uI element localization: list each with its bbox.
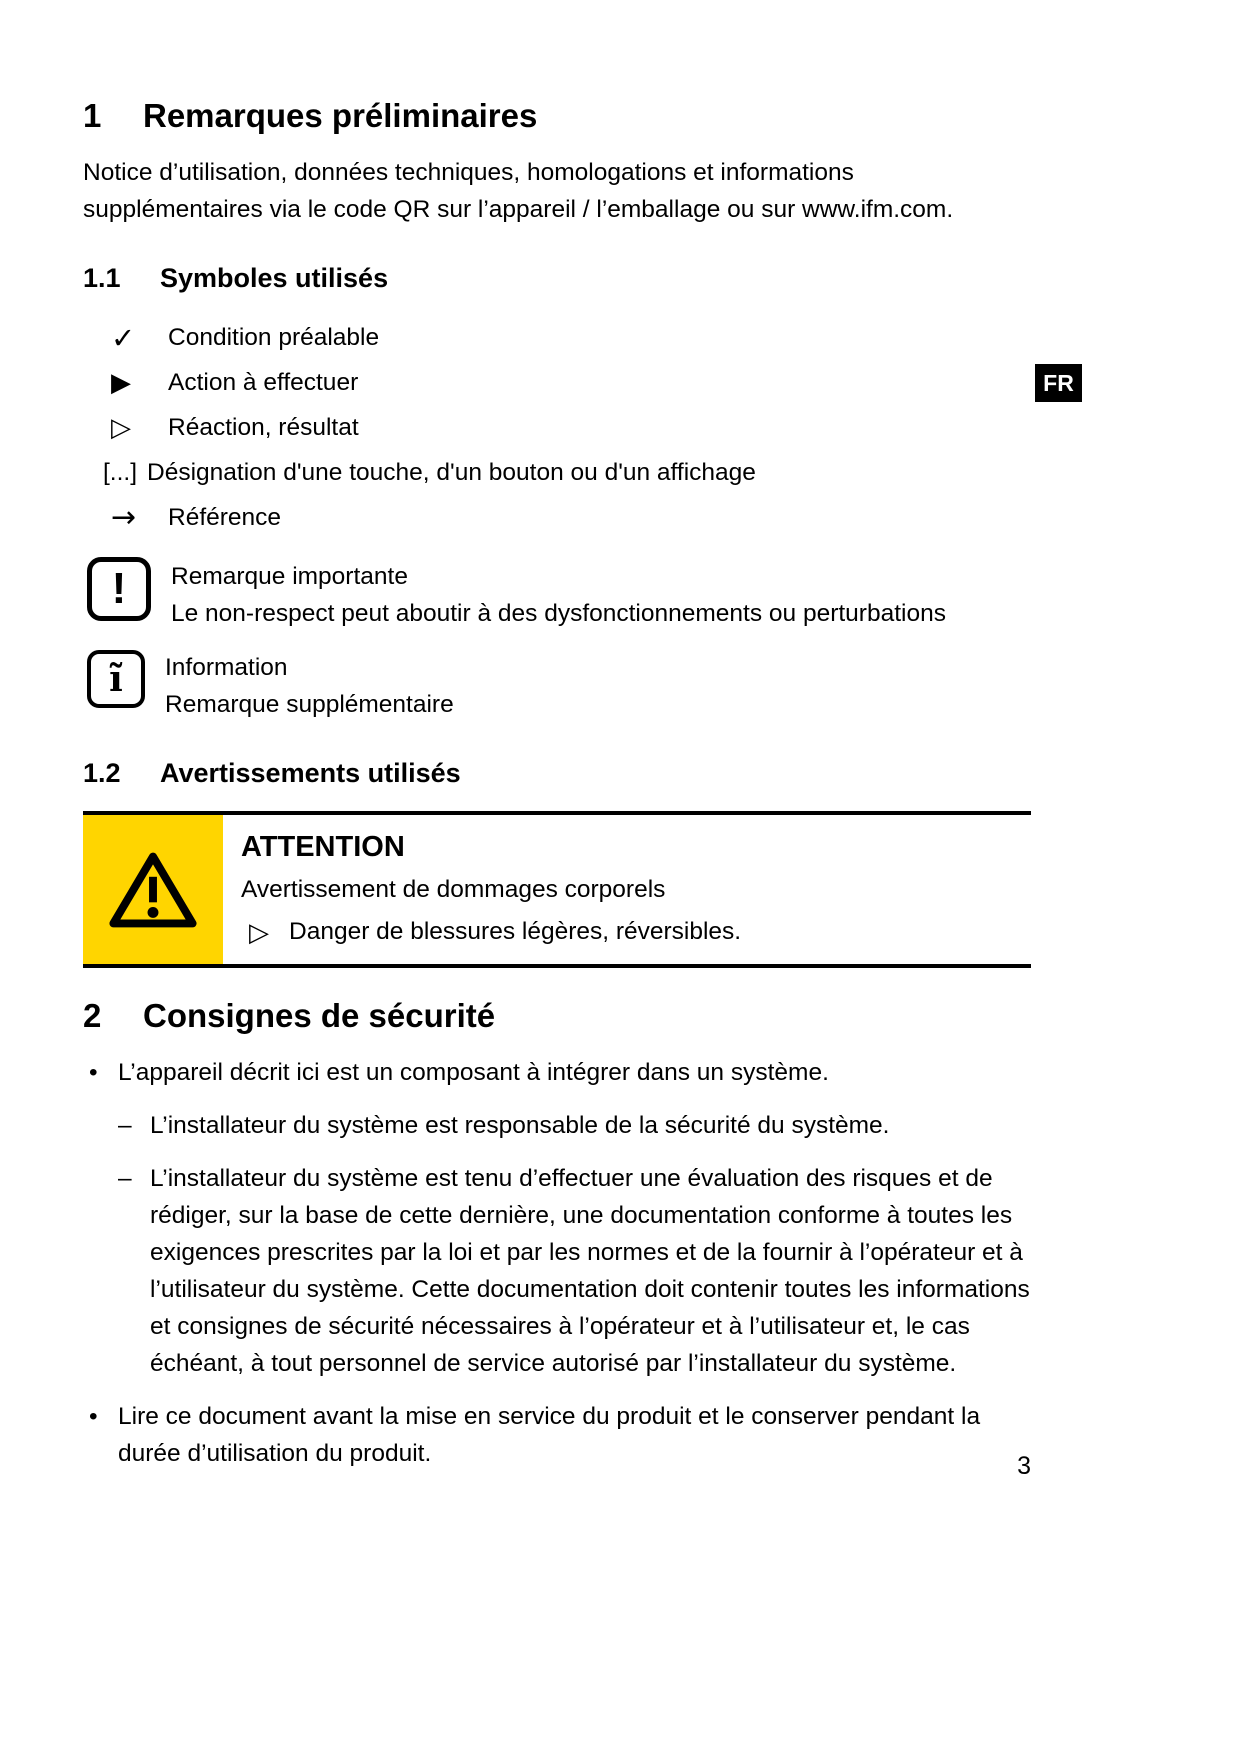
symbol-row-reaction xyxy=(83,406,1031,451)
dash-text: L’installateur du système est tenu d’effectuer une évaluation des risques et de rédiger, sur la base de cette dernière, une documentation conforme à toutes les exigences prescrites par la loi et par les normes et de la fournir à l’opérateur et à l’utilisateur du système. Cette documentation doit contenir toutes les informations et consignes de sécurité nécessaires à l’opérateur et à l’utilisateur et, le cas échéant, à tout personnel de service autorisé par l’installateur du système. xyxy=(150,1164,1030,1377)
note-title: Remarque importante xyxy=(171,562,408,590)
symbol-row-brackets xyxy=(83,451,1031,496)
section-number: 1.1 xyxy=(83,262,121,293)
section-1-1-heading xyxy=(83,262,1031,294)
exclamation-glyph: ! xyxy=(111,563,127,613)
symbol-label: Réaction, résultat xyxy=(168,414,359,442)
section-number: 2 xyxy=(83,997,102,1035)
bullet-icon: • xyxy=(89,1058,98,1086)
symbol-row-condition xyxy=(83,316,1031,361)
attention-content xyxy=(223,815,741,964)
symbol-label: Référence xyxy=(168,504,282,532)
check-icon: ✓ xyxy=(111,320,136,355)
section-title: Symboles utilisés xyxy=(160,262,389,293)
brackets-glyph: [...] xyxy=(103,459,138,487)
note-title: Information xyxy=(165,653,288,681)
safety-bullet-1 xyxy=(83,1054,1031,1091)
bullet-text: L’appareil décrit ici est un composant à intégrer dans un système. xyxy=(118,1058,829,1086)
note-text: Le non-respect peut aboutir à des dysfonctionnements ou perturbations xyxy=(171,599,946,627)
reaction-triangle-icon: ▷ xyxy=(249,918,269,949)
symbol-row-action xyxy=(83,361,1031,406)
attention-title: ATTENTION xyxy=(241,831,405,864)
section-1-heading xyxy=(83,96,1031,136)
symbol-label: Action à effectuer xyxy=(168,369,359,397)
action-triangle-icon: ▶ xyxy=(111,368,131,399)
bullet-text: Lire ce document avant la mise en service du produit et le conserver pendant la durée d’utilisation du produit. xyxy=(118,1402,981,1467)
page-number: 3 xyxy=(1017,1452,1031,1480)
bullet-icon: • xyxy=(89,1402,98,1430)
section-2-heading xyxy=(83,996,1031,1036)
symbol-label: Condition préalable xyxy=(168,324,380,352)
note-text: Remarque supplémentaire xyxy=(165,690,454,718)
important-note-text xyxy=(171,557,946,632)
page-content xyxy=(83,96,1031,1488)
attention-result-text: Danger de blessures légères, réversibles. xyxy=(289,918,742,946)
language-badge: FR xyxy=(1035,364,1082,402)
safety-sub-2 xyxy=(118,1160,1031,1382)
section-number: 1.2 xyxy=(83,757,121,788)
important-note xyxy=(87,557,1031,632)
arrow-right-icon: → xyxy=(111,500,137,536)
warning-triangle-icon xyxy=(109,850,197,930)
section-number: 1 xyxy=(83,97,102,134)
info-note xyxy=(87,648,1031,723)
safety-sub-1 xyxy=(118,1107,1031,1144)
dash-icon: – xyxy=(118,1111,132,1139)
section-title: Remarques préliminaires xyxy=(143,97,538,134)
info-note-text xyxy=(165,648,454,723)
reaction-triangle-icon: ▷ xyxy=(111,413,131,444)
dash-icon: – xyxy=(118,1164,132,1192)
important-exclamation-icon xyxy=(87,557,151,621)
attention-result xyxy=(241,918,741,948)
warning-accent-panel xyxy=(83,815,223,964)
symbol-row-reference xyxy=(83,496,1031,541)
info-glyph: ĩ xyxy=(109,657,123,700)
section-title: Consignes de sécurité xyxy=(143,997,496,1035)
dash-text: L’installateur du système est responsable de la sécurité du système. xyxy=(150,1111,890,1139)
section-title: Avertissements utilisés xyxy=(160,757,461,788)
info-icon xyxy=(87,650,145,708)
intro-paragraph: Notice d’utilisation, données techniques, homologations et informations supplémentaires via le code QR sur l’appareil / l’emballage ou sur www.ifm.com. xyxy=(83,158,954,223)
symbol-label: Désignation d'une touche, d'un bouton ou d'un affichage xyxy=(147,459,756,487)
attention-box xyxy=(83,811,1031,968)
attention-subtitle: Avertissement de dommages corporels xyxy=(241,876,666,904)
section-1-2-heading xyxy=(83,757,1031,789)
